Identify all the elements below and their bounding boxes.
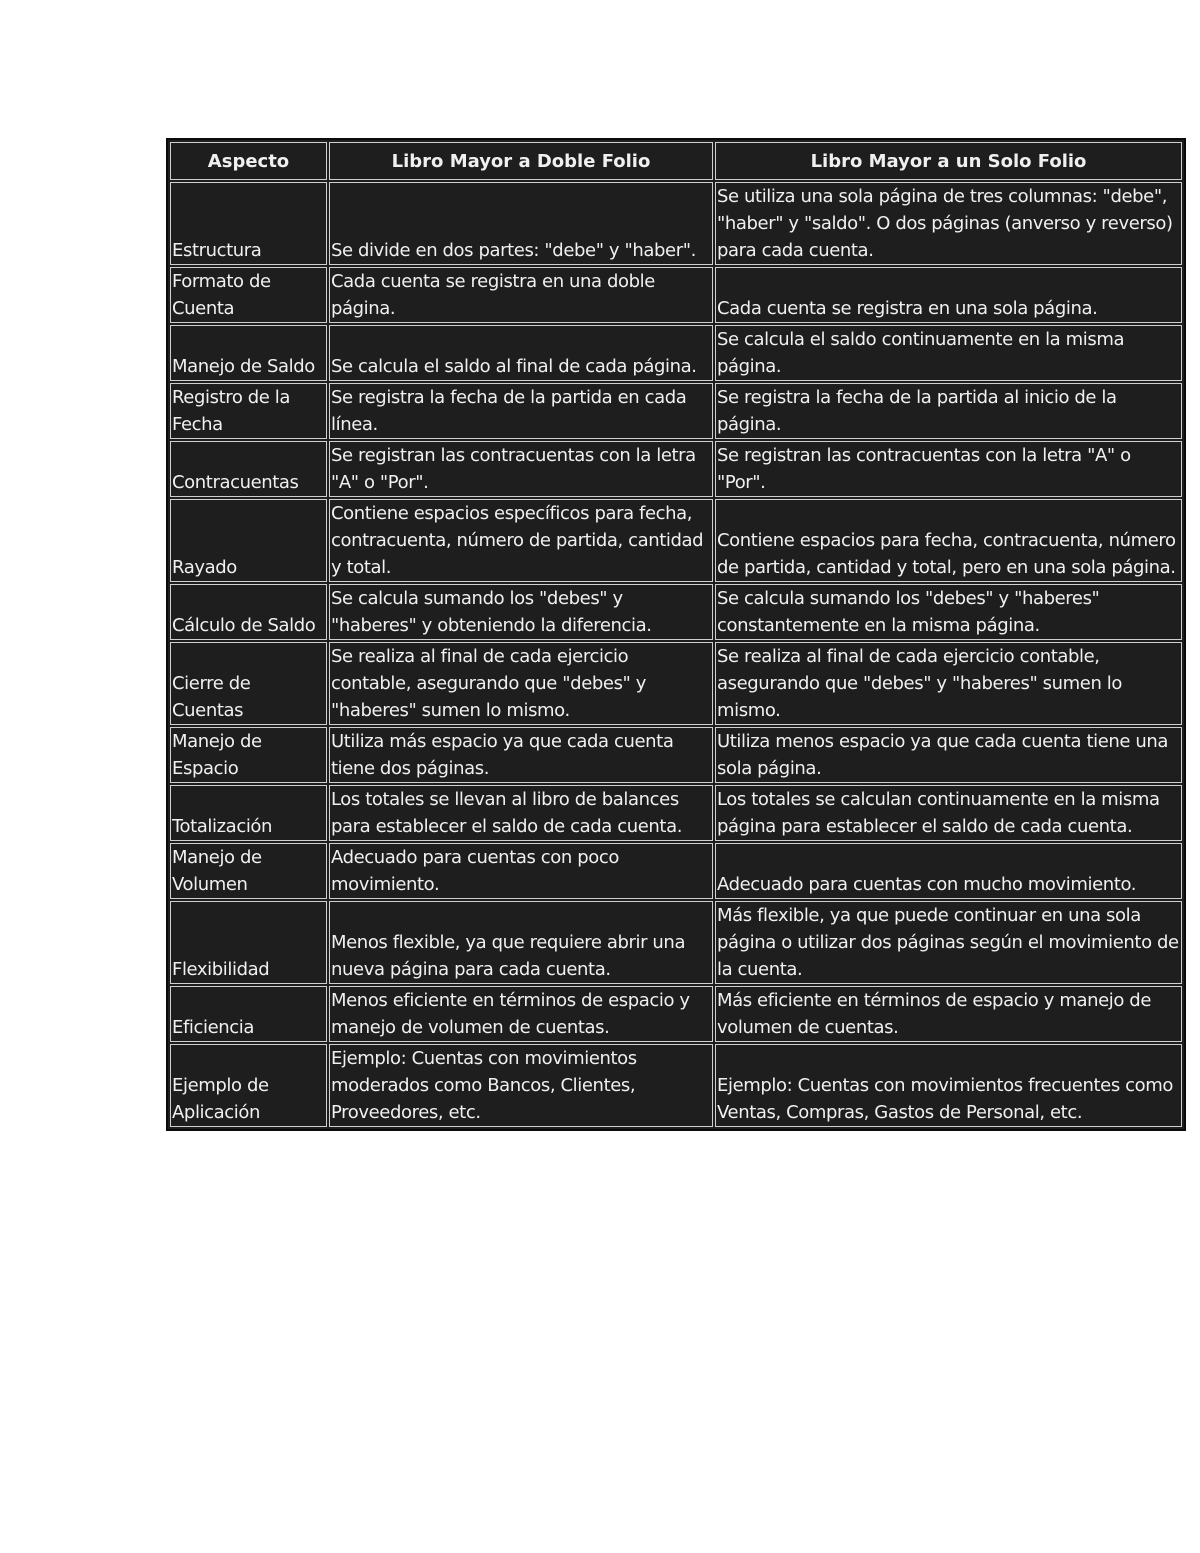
- cell-doble-folio: Menos flexible, ya que requiere abrir una nueva página para cada cuenta.: [329, 901, 713, 984]
- cell-aspecto: Contracuentas: [170, 441, 327, 497]
- table-row: [170, 727, 1182, 783]
- cell-solo-folio: Se calcula sumando los "debes" y "haberes" constantemente en la misma página.: [715, 584, 1182, 640]
- table-row: [170, 785, 1182, 841]
- cell-solo-folio: Contiene espacios para fecha, contracuenta, número de partida, cantidad y total, pero en una sola página.: [715, 499, 1182, 582]
- cell-aspecto: Flexibilidad: [170, 901, 327, 984]
- cell-solo-folio: Utiliza menos espacio ya que cada cuenta tiene una sola página.: [715, 727, 1182, 783]
- cell-aspecto: Totalización: [170, 785, 327, 841]
- table-body: [170, 182, 1182, 1127]
- cell-doble-folio: Menos eficiente en términos de espacio y manejo de volumen de cuentas.: [329, 986, 713, 1042]
- table-row: [170, 182, 1182, 265]
- cell-aspecto: Manejo de Saldo: [170, 325, 327, 381]
- table-row: [170, 383, 1182, 439]
- table-row: [170, 441, 1182, 497]
- cell-solo-folio: Cada cuenta se registra en una sola página.: [715, 267, 1182, 323]
- header-aspecto: Aspecto: [170, 142, 327, 180]
- comparison-table: [168, 140, 1184, 1129]
- cell-solo-folio: Se calcula el saldo continuamente en la misma página.: [715, 325, 1182, 381]
- cell-solo-folio: Se realiza al final de cada ejercicio contable, asegurando que "debes" y "haberes" sumen lo mismo.: [715, 642, 1182, 725]
- cell-aspecto: Manejo de Espacio: [170, 727, 327, 783]
- cell-aspecto: Rayado: [170, 499, 327, 582]
- cell-aspecto: Registro de la Fecha: [170, 383, 327, 439]
- cell-solo-folio: Los totales se calculan continuamente en la misma página para establecer el saldo de cada cuenta.: [715, 785, 1182, 841]
- table-row: [170, 642, 1182, 725]
- comparison-table-container: [166, 138, 1186, 1131]
- cell-doble-folio: Se registra la fecha de la partida en cada línea.: [329, 383, 713, 439]
- cell-doble-folio: Contiene espacios específicos para fecha, contracuenta, número de partida, cantidad y total.: [329, 499, 713, 582]
- cell-aspecto: Cierre de Cuentas: [170, 642, 327, 725]
- table-row: [170, 843, 1182, 899]
- cell-aspecto: Formato de Cuenta: [170, 267, 327, 323]
- cell-doble-folio: Ejemplo: Cuentas con movimientos moderados como Bancos, Clientes, Proveedores, etc.: [329, 1044, 713, 1127]
- cell-aspecto: Ejemplo de Aplicación: [170, 1044, 327, 1127]
- table-header: [170, 142, 1182, 180]
- cell-doble-folio: Utiliza más espacio ya que cada cuenta tiene dos páginas.: [329, 727, 713, 783]
- cell-doble-folio: Se realiza al final de cada ejercicio contable, asegurando que "debes" y "haberes" sumen lo mismo.: [329, 642, 713, 725]
- cell-doble-folio: Adecuado para cuentas con poco movimiento.: [329, 843, 713, 899]
- cell-doble-folio: Se calcula sumando los "debes" y "haberes" y obteniendo la diferencia.: [329, 584, 713, 640]
- header-row: [170, 142, 1182, 180]
- table-row: [170, 499, 1182, 582]
- cell-solo-folio: Se utiliza una sola página de tres columnas: "debe", "haber" y "saldo". O dos páginas (anverso y reverso) para cada cuenta.: [715, 182, 1182, 265]
- cell-solo-folio: Se registran las contracuentas con la letra "A" o "Por".: [715, 441, 1182, 497]
- cell-solo-folio: Se registra la fecha de la partida al inicio de la página.: [715, 383, 1182, 439]
- cell-doble-folio: Los totales se llevan al libro de balances para establecer el saldo de cada cuenta.: [329, 785, 713, 841]
- cell-aspecto: Cálculo de Saldo: [170, 584, 327, 640]
- table-row: [170, 986, 1182, 1042]
- header-doble-folio: Libro Mayor a Doble Folio: [329, 142, 713, 180]
- table-row: [170, 584, 1182, 640]
- cell-solo-folio: Más eficiente en términos de espacio y manejo de volumen de cuentas.: [715, 986, 1182, 1042]
- cell-doble-folio: Se divide en dos partes: "debe" y "haber".: [329, 182, 713, 265]
- cell-aspecto: Estructura: [170, 182, 327, 265]
- cell-solo-folio: Ejemplo: Cuentas con movimientos frecuentes como Ventas, Compras, Gastos de Personal, etc.: [715, 1044, 1182, 1127]
- table-row: [170, 325, 1182, 381]
- cell-doble-folio: Cada cuenta se registra en una doble página.: [329, 267, 713, 323]
- cell-doble-folio: Se calcula el saldo al final de cada página.: [329, 325, 713, 381]
- table-row: [170, 267, 1182, 323]
- cell-doble-folio: Se registran las contracuentas con la letra "A" o "Por".: [329, 441, 713, 497]
- header-solo-folio: Libro Mayor a un Solo Folio: [715, 142, 1182, 180]
- cell-solo-folio: Adecuado para cuentas con mucho movimiento.: [715, 843, 1182, 899]
- table-row: [170, 1044, 1182, 1127]
- cell-aspecto: Eficiencia: [170, 986, 327, 1042]
- cell-solo-folio: Más flexible, ya que puede continuar en una sola página o utilizar dos páginas según el movimiento de la cuenta.: [715, 901, 1182, 984]
- table-row: [170, 901, 1182, 984]
- cell-aspecto: Manejo de Volumen: [170, 843, 327, 899]
